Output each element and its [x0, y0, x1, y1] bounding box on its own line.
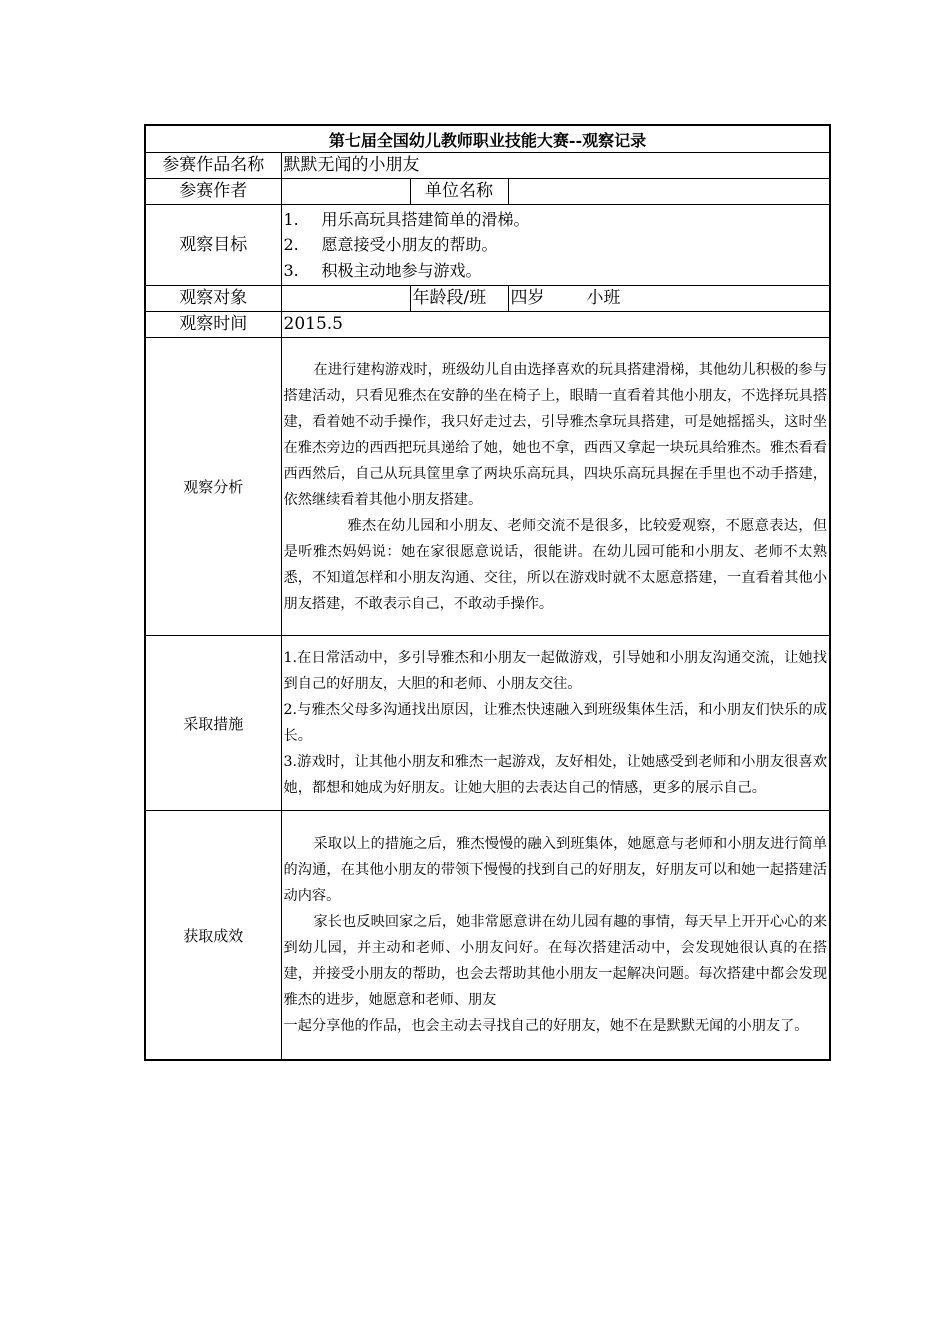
age-label: 年龄段/班	[410, 286, 508, 312]
goal-item: 2. 愿意接受小朋友的帮助。	[283, 235, 498, 255]
measure-item: 3.游戏时，让其他小朋友和雅杰一起游戏，友好相处，让她感受到老师和小朋友很喜欢她，都想和她成为好朋友。让她大胆的去表达自己的情感，更多的展示自己。	[283, 754, 828, 796]
results-label: 获取成效	[145, 811, 281, 1061]
unit-label: 单位名称	[410, 179, 508, 205]
age-class-value	[508, 286, 830, 312]
goal-item: 3. 积极主动地参与游戏。	[283, 260, 482, 280]
goals-row	[145, 205, 830, 286]
subject-value	[281, 286, 410, 312]
measure-item: 2.与雅杰父母多沟通找出原因，让雅杰快速融入到班级集体生活，和小朋友们快乐的成长。	[283, 702, 828, 744]
title-row	[145, 125, 830, 153]
page-title: 第七届全国幼儿教师职业技能大赛--观察记录	[145, 125, 830, 153]
measure-item: 1.在日常活动中，多引导雅杰和小朋友一起做游戏，引导她和小朋友沟通交流，让她找到自己的好朋友，大胆的和老师、小朋友交往。	[283, 650, 828, 692]
subject-row	[145, 286, 830, 312]
analysis-row	[145, 338, 830, 636]
measures-label: 采取措施	[145, 636, 281, 811]
results-content	[281, 811, 830, 1061]
author-value	[281, 179, 410, 205]
results-paragraph: 采取以上的措施之后，雅杰慢慢的融入到班集体，她愿意与老师和小朋友进行简单的沟通，在其他小朋友的带领下慢慢的找到自己的好朋友，好朋友可以和她一起搭建活动内容。	[283, 836, 828, 904]
author-label: 参赛作者	[145, 179, 281, 205]
results-paragraph: 一起分享他的作品，也会主动去寻找自己的好朋友，她不在是默默无闻的小朋友了。	[283, 1018, 809, 1034]
analysis-content	[281, 338, 830, 636]
time-value: 2015.5	[281, 312, 830, 338]
unit-value	[508, 179, 830, 205]
analysis-paragraph: 雅杰在幼儿园和小朋友、老师交流不是很多，比较爱观察，不愿意表达，但是听雅杰妈妈说：她在家很愿意说话，很能讲。在幼儿园可能和小朋友、老师不太熟悉，不知道怎样和小朋友沟通、交往，所以在游戏时就不太愿意搭建，一直看着其他小朋友搭建，不敢表示自己，不敢动手操作。	[283, 517, 828, 612]
age-value: 四岁	[510, 288, 545, 308]
goals-list	[281, 205, 830, 286]
subject-label: 观察对象	[145, 286, 281, 312]
results-paragraph: 家长也反映回家之后，她非常愿意讲在幼儿园有趣的事情，每天早上开开心心的来到幼儿园，并主动和老师、小朋友问好。在每次搭建活动中，会发现她很认真的在搭建，并接受小朋友的帮助，也会去帮助其他小朋友一起解决问题。每次搭建中都会发现雅杰的进步，她愿意和老师、朋友	[283, 914, 828, 1008]
observation-record-table	[144, 124, 831, 1061]
measures-row	[145, 636, 830, 811]
analysis-label: 观察分析	[145, 338, 281, 636]
goals-label: 观察目标	[145, 205, 281, 286]
class-value: 小班	[586, 288, 621, 308]
time-row	[145, 312, 830, 338]
time-label: 观察时间	[145, 312, 281, 338]
measures-content	[281, 636, 830, 811]
goal-item: 1. 用乐高玩具搭建简单的滑梯。	[283, 209, 530, 229]
analysis-paragraph: 在进行建构游戏时，班级幼儿自由选择喜欢的玩具搭建滑梯，其他幼儿积极的参与搭建活动，只看见雅杰在安静的坐在椅子上，眼睛一直看着其他小朋友，不选择玩具搭建，看着她不动手操作，我只好走过去，引导雅杰拿玩具搭建，可是她摇摇头，这时坐在雅杰旁边的西西把玩具递给了她，她也不拿，西西又拿起一块玩具给雅杰。雅杰看看西西然后，自己从玩具筐里拿了两块乐高玩具，四块乐高玩具握在手里也不动手搭建，依然继续看着其他小朋友搭建。	[283, 361, 828, 508]
results-row	[145, 811, 830, 1061]
work-name-value: 默默无闻的小朋友	[281, 153, 830, 179]
author-row	[145, 179, 830, 205]
work-name-row	[145, 153, 830, 179]
work-name-label: 参赛作品名称	[145, 153, 281, 179]
